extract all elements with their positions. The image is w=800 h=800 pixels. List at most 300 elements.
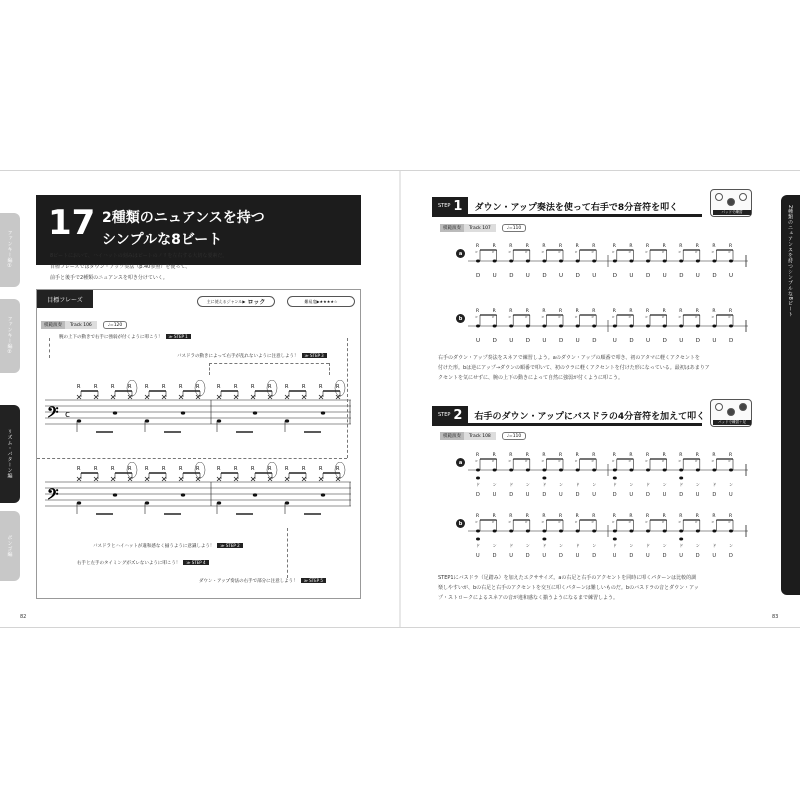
articulation: > <box>574 520 578 524</box>
drum-staff-1 <box>45 380 353 450</box>
sticking-label: ド <box>575 543 580 548</box>
snare-note <box>729 530 733 533</box>
sticking-label: ン <box>695 543 700 548</box>
sticking-r: R <box>217 384 221 390</box>
sticking-label: U <box>492 273 497 279</box>
articulation: > <box>661 459 665 463</box>
sticking-label: D <box>629 553 634 559</box>
step-link[interactable]: ≫ STEP 1 <box>166 334 191 339</box>
step-link[interactable]: ≫ STEP 5 <box>301 578 326 583</box>
callout-note: バスドラとハイハットが違和感なく揃うように意識しよう！ ≫ STEP 2 <box>93 543 243 549</box>
sticking-r: R <box>476 453 480 458</box>
sticking-r: R <box>542 514 546 519</box>
articulation: > <box>628 520 632 524</box>
sticking-r: R <box>575 514 579 519</box>
snare-note <box>542 469 546 472</box>
snare-note <box>576 469 580 472</box>
callout-note: 右手と左手のタイミングがズレないように叩こう！ ≫ STEP 4 <box>77 560 209 566</box>
sticking-r: R <box>492 244 496 249</box>
snare-note <box>592 325 596 328</box>
sticking-r: R <box>575 244 579 249</box>
sticking-label: ド <box>646 482 650 487</box>
bass-drum-note <box>542 538 546 541</box>
sticking-r: R <box>695 309 699 314</box>
snare-note <box>679 469 683 472</box>
snare-note <box>629 469 633 472</box>
articulation: > <box>611 315 615 319</box>
callout-note: ダウン・アップ奏法の右手で部分に注意しよう！ ≫ STEP 5 <box>199 578 326 584</box>
snare-note <box>526 469 530 472</box>
row-label-b: b <box>456 519 465 528</box>
articulation: > <box>611 459 615 463</box>
articulation: > <box>728 520 731 524</box>
lesson-side-tab[interactable]: 2種類のニュアンスを持つシンプルな8ビート <box>781 195 800 595</box>
articulation: > <box>541 315 545 319</box>
sticking-label: ン <box>525 543 530 548</box>
row-label-b: b <box>456 314 465 323</box>
bass-drum-note <box>77 501 81 504</box>
snare-note <box>663 260 667 263</box>
articulation: > <box>508 250 512 254</box>
step-1-header: STEP 1 ダウン・アップ奏法を使って右手で8分音符を叩く <box>432 197 678 215</box>
sticking-r: R <box>712 309 716 314</box>
sticking-label: ド <box>612 482 617 487</box>
bass-drum-note <box>613 538 617 541</box>
snare-note <box>321 493 325 496</box>
sticking-r: R <box>476 244 480 249</box>
articulation: > <box>541 520 545 524</box>
row-label-a: a <box>456 458 465 467</box>
articulation: > <box>611 520 615 524</box>
sticking-label: ン <box>559 482 563 487</box>
snare-note <box>729 469 733 472</box>
sticking-r: R <box>679 453 683 458</box>
sticking-r: R <box>662 453 666 458</box>
articulation: > <box>591 459 595 463</box>
step-2-row-b-notation <box>468 511 750 571</box>
sticking-label: ン <box>525 482 530 487</box>
articulation: > <box>491 315 495 319</box>
chapter-tab-rhythm-pattern[interactable]: リズム・パターン編 <box>0 405 20 503</box>
snare-note <box>712 260 716 263</box>
genre-box: 主に使えるジャンル▶ ロック <box>197 296 275 307</box>
callout-note: 腕の上下の動きで右手に強弱が付くように叩こう！ ≫ STEP 1 <box>59 334 191 340</box>
step-link[interactable]: ≫ STEP 2 <box>217 543 242 548</box>
articulation: > <box>694 250 698 254</box>
articulation: > <box>728 250 731 254</box>
sticking-label: U <box>662 492 667 498</box>
sticking-r: R <box>525 453 529 458</box>
bass-drum-note <box>285 501 289 504</box>
sticking-label: ン <box>629 543 634 548</box>
sticking-label: U <box>646 338 651 344</box>
sticking-r: R <box>111 466 115 472</box>
step-1-title: ダウン・アップ奏法を使って右手で8分音符を叩く <box>474 202 679 213</box>
sticking-r: R <box>695 453 699 458</box>
sticking-label: ド <box>575 482 580 487</box>
sticking-label: D <box>612 273 618 279</box>
sticking-r: R <box>575 309 579 314</box>
snare-note <box>509 469 513 472</box>
sticking-r: R <box>94 466 98 472</box>
sticking-r: R <box>111 384 115 390</box>
sticking-r: R <box>509 309 513 314</box>
articulation: > <box>491 459 495 463</box>
snare-note <box>493 325 497 328</box>
articulation: > <box>645 459 648 463</box>
articulation: > <box>508 520 512 524</box>
sticking-label: D <box>679 492 684 498</box>
snare-note <box>679 260 683 263</box>
sticking-label: D <box>509 492 514 498</box>
tempo: ♩=120 <box>103 321 127 329</box>
lesson-number: 17 <box>48 203 96 243</box>
articulation: > <box>678 250 682 254</box>
sticking-r: R <box>542 453 546 458</box>
bass-clef-icon: 𝄢 <box>47 486 59 507</box>
sticking-r: R <box>729 514 733 519</box>
bass-drum-note <box>476 477 480 480</box>
sticking-r: R <box>509 453 513 458</box>
pad-practice-icon: パッドで練習 <box>710 189 752 217</box>
track-label[interactable]: Track 108 <box>464 432 496 440</box>
sticking-r: R <box>712 244 716 249</box>
sticking-r: R <box>336 466 340 472</box>
articulation: > <box>558 459 561 463</box>
snare-note <box>559 260 563 263</box>
articulation: > <box>628 250 632 254</box>
snare-note <box>592 530 596 533</box>
snare-note <box>476 469 480 472</box>
sticking-label: D <box>612 492 617 498</box>
sticking-label: D <box>729 338 734 344</box>
sticking-label: U <box>679 338 684 344</box>
sticking-r: R <box>302 384 306 390</box>
sticking-r: R <box>575 453 579 458</box>
sticking-label: D <box>646 492 650 498</box>
sticking-r: R <box>729 309 733 314</box>
snare-note <box>646 325 650 328</box>
snare-note <box>253 493 257 496</box>
articulation: > <box>661 250 665 254</box>
chapter-tab-funky-1[interactable]: ファンキー編① <box>0 213 20 287</box>
step-1-description: 右手のダウン・アップ奏法をスネアで練習しよう。aのダウン・アップの順番で叩き、初のアタマに軽くアクセントを 付けた形。bは逆にアップ→ダウンの順番で叩いて、初のウラに軽くアクセントを付けた形になっている。最初はあまりア クセントを気にせずに、腕の上下の動きによって自然に強弱が付くように叩こう。 <box>438 355 710 381</box>
snare-note <box>542 325 546 328</box>
sticking-label: U <box>476 553 480 559</box>
sticking-r: R <box>285 384 289 390</box>
snare-note <box>113 411 117 414</box>
sticking-label: ド <box>476 482 480 487</box>
sticking-label: D <box>476 492 480 498</box>
sticking-label: D <box>542 273 547 279</box>
phrase-label: 目標フレーズ <box>37 290 93 308</box>
articulation: > <box>541 250 545 254</box>
sticking-r: R <box>162 466 166 472</box>
sticking-label: U <box>509 338 514 344</box>
sticking-r: R <box>542 244 546 249</box>
articulation: > <box>541 459 545 463</box>
sticking-label: U <box>559 273 564 279</box>
book-gutter <box>399 171 401 628</box>
snare-note <box>509 325 513 328</box>
chapter-tab-bongo[interactable]: ボンゴ編 <box>0 511 20 581</box>
snare-note <box>696 260 700 263</box>
sticking-r: R <box>695 514 699 519</box>
sticking-r: R <box>612 514 616 519</box>
articulation: > <box>475 250 478 254</box>
sticking-r: R <box>234 384 238 390</box>
articulation: > <box>694 315 698 319</box>
bass-drum-note <box>613 477 617 480</box>
snare-note <box>509 260 513 263</box>
sticking-r: R <box>128 384 132 390</box>
articulation: > <box>475 520 478 524</box>
book-spread <box>0 170 800 628</box>
snare-note <box>113 493 117 496</box>
sticking-label: ド <box>679 482 684 487</box>
snare-note <box>493 260 497 263</box>
articulation: > <box>711 315 715 319</box>
sticking-r: R <box>525 309 529 314</box>
snare-note <box>526 260 530 263</box>
sticking-r: R <box>94 384 98 390</box>
sticking-r: R <box>234 466 238 472</box>
drum-staff-2 <box>45 462 353 532</box>
track-label[interactable]: Track 106 <box>65 321 97 329</box>
articulation: > <box>678 315 682 319</box>
step-2-title: 右手のダウン・アップにバスドラの4分音符を加えて叩く <box>474 411 706 422</box>
sticking-label: D <box>592 338 597 344</box>
sticking-r: R <box>319 466 323 472</box>
sticking-r: R <box>492 309 496 314</box>
articulation: > <box>524 250 528 254</box>
sticking-r: R <box>712 453 716 458</box>
sticking-label: D <box>646 273 651 279</box>
sticking-r: R <box>217 466 221 472</box>
articulation: > <box>524 315 528 319</box>
snare-note <box>679 530 683 533</box>
articulation: > <box>728 315 731 319</box>
snare-note <box>696 469 700 472</box>
sticking-r: R <box>612 244 616 249</box>
sticking-label: U <box>695 492 700 498</box>
pad-with-foot-icon: パッドで練習＋足 <box>710 399 752 427</box>
sticking-r: R <box>612 309 616 314</box>
snare-note <box>509 530 513 533</box>
lesson-title: 2種類のニュアンスを持つ シンプルな8ビート <box>102 210 265 248</box>
sticking-label: ド <box>476 543 480 548</box>
snare-note <box>181 411 185 414</box>
snare-note <box>712 469 716 472</box>
bass-clef-icon: 𝄢 <box>47 404 59 425</box>
sticking-r: R <box>629 514 633 519</box>
sticking-r: R <box>268 384 272 390</box>
sticking-r: R <box>679 309 683 314</box>
sticking-r: R <box>476 309 480 314</box>
articulation: > <box>645 250 648 254</box>
sticking-label: ン <box>695 482 700 487</box>
bass-drum-note <box>679 538 683 541</box>
sticking-label: D <box>592 553 597 559</box>
sticking-label: U <box>542 338 547 344</box>
sticking-r: R <box>559 453 563 458</box>
bass-drum-note <box>542 477 546 480</box>
sticking-r: R <box>646 244 650 249</box>
sticking-label: U <box>509 553 513 559</box>
sticking-r: R <box>302 466 306 472</box>
articulation: > <box>728 459 731 463</box>
sticking-label: U <box>629 273 634 279</box>
articulation: > <box>475 315 478 319</box>
articulation: > <box>628 315 632 319</box>
bass-drum-note <box>679 477 683 480</box>
sticking-label: ド <box>646 543 650 548</box>
articulation: > <box>524 520 528 524</box>
sticking-r: R <box>179 384 183 390</box>
sticking-label: ン <box>662 543 667 548</box>
row-label-a: a <box>456 249 465 258</box>
sticking-r: R <box>145 466 149 472</box>
sticking-label: ン <box>559 543 563 548</box>
sticking-r: R <box>525 514 529 519</box>
snare-note <box>592 469 596 472</box>
snare-note <box>181 493 185 496</box>
sticking-label: U <box>492 492 497 498</box>
sticking-label: U <box>695 273 700 279</box>
sticking-label: D <box>559 338 564 344</box>
bass-drum-note <box>145 419 149 422</box>
sticking-label: D <box>476 273 481 279</box>
snare-note <box>696 530 700 533</box>
snare-note <box>613 530 617 533</box>
step-2-track-info: 模範演奏 Track 108 ♩=110 <box>440 432 526 440</box>
sticking-label: ド <box>509 482 514 487</box>
snare-note <box>559 469 563 472</box>
snare-note <box>526 325 530 328</box>
articulation: > <box>694 520 698 524</box>
sticking-r: R <box>542 309 546 314</box>
sticking-label: U <box>712 338 717 344</box>
sticking-label: D <box>712 273 717 279</box>
bass-drum-note <box>77 419 81 422</box>
snare-note <box>613 469 617 472</box>
sticking-r: R <box>612 453 616 458</box>
snare-note <box>559 530 563 533</box>
articulation: > <box>711 520 715 524</box>
sticking-label: D <box>542 492 547 498</box>
sticking-r: R <box>319 384 323 390</box>
step-link[interactable]: ≫ STEP 3 <box>302 353 327 358</box>
step-2-row-a-notation <box>468 450 750 510</box>
sticking-label: ン <box>662 482 667 487</box>
sticking-label: D <box>559 553 563 559</box>
articulation: > <box>591 315 595 319</box>
snare-note <box>729 325 733 328</box>
articulation: > <box>678 520 682 524</box>
sticking-label: ド <box>542 543 547 548</box>
sticking-label: U <box>612 338 617 344</box>
articulation: > <box>661 520 665 524</box>
snare-note <box>476 260 480 263</box>
sticking-label: U <box>662 273 667 279</box>
sticking-r: R <box>492 514 496 519</box>
sticking-label: D <box>492 553 497 559</box>
sticking-label: U <box>612 553 617 559</box>
snare-note <box>712 325 716 328</box>
sticking-label: U <box>729 273 734 279</box>
sticking-r: R <box>662 244 666 249</box>
sticking-r: R <box>559 309 563 314</box>
sticking-label: D <box>575 492 580 498</box>
sticking-label: D <box>729 553 733 559</box>
snare-note <box>712 530 716 533</box>
snare-note <box>646 469 650 472</box>
articulation: > <box>524 459 528 463</box>
snare-note <box>613 325 617 328</box>
sticking-label: U <box>646 553 650 559</box>
snare-note <box>729 260 733 263</box>
articulation: > <box>611 250 615 254</box>
articulation: > <box>475 459 478 463</box>
chapter-tab-funky-2[interactable]: ファンキー編② <box>0 299 20 373</box>
sticking-r: R <box>592 244 596 249</box>
track-label[interactable]: Track 107 <box>464 224 496 232</box>
articulation: > <box>574 459 578 463</box>
snare-note <box>476 530 480 533</box>
snare-note <box>592 260 596 263</box>
snare-note <box>542 260 546 263</box>
staff-lines <box>45 400 351 424</box>
sticking-r: R <box>729 244 733 249</box>
sticking-label: D <box>679 273 684 279</box>
sticking-label: D <box>712 492 717 498</box>
sticking-label: U <box>592 273 597 279</box>
sticking-r: R <box>196 384 200 390</box>
snare-note <box>613 260 617 263</box>
sticking-label: U <box>525 273 530 279</box>
sticking-r: R <box>492 453 496 458</box>
sticking-label: U <box>629 492 634 498</box>
sticking-r: R <box>629 309 633 314</box>
sticking-r: R <box>509 514 513 519</box>
sticking-r: R <box>592 309 596 314</box>
sticking-label: ド <box>612 543 617 548</box>
step-link[interactable]: ≫ STEP 4 <box>183 560 208 565</box>
sticking-r: R <box>712 514 716 519</box>
sticking-label: U <box>712 553 717 559</box>
sticking-label: U <box>559 492 563 498</box>
articulation: > <box>491 520 495 524</box>
lesson-intro: 8ビートにおいて、ハイハットの刻みはビートのノリを左右する大切な要素だ。 目標フレーズではダウン・アップ奏法（p.40参照）を使って、 前手と後手で2種類のニュアンスを叩き分けていく。 <box>50 253 228 281</box>
sticking-r: R <box>679 244 683 249</box>
sticking-label: D <box>525 553 530 559</box>
snare-note <box>476 325 480 328</box>
sticking-label: ン <box>729 482 733 487</box>
snare-note <box>576 530 580 533</box>
snare-note <box>576 325 580 328</box>
target-phrase-panel <box>36 289 361 599</box>
sticking-label: D <box>629 338 634 344</box>
sticking-r: R <box>77 466 81 472</box>
bass-drum-note <box>476 538 480 541</box>
articulation: > <box>491 250 495 254</box>
sticking-r: R <box>662 514 666 519</box>
articulation: > <box>711 459 715 463</box>
sticking-r: R <box>251 384 255 390</box>
sticking-r: R <box>251 466 255 472</box>
time-signature: c <box>65 410 70 420</box>
sticking-label: ン <box>492 543 497 548</box>
